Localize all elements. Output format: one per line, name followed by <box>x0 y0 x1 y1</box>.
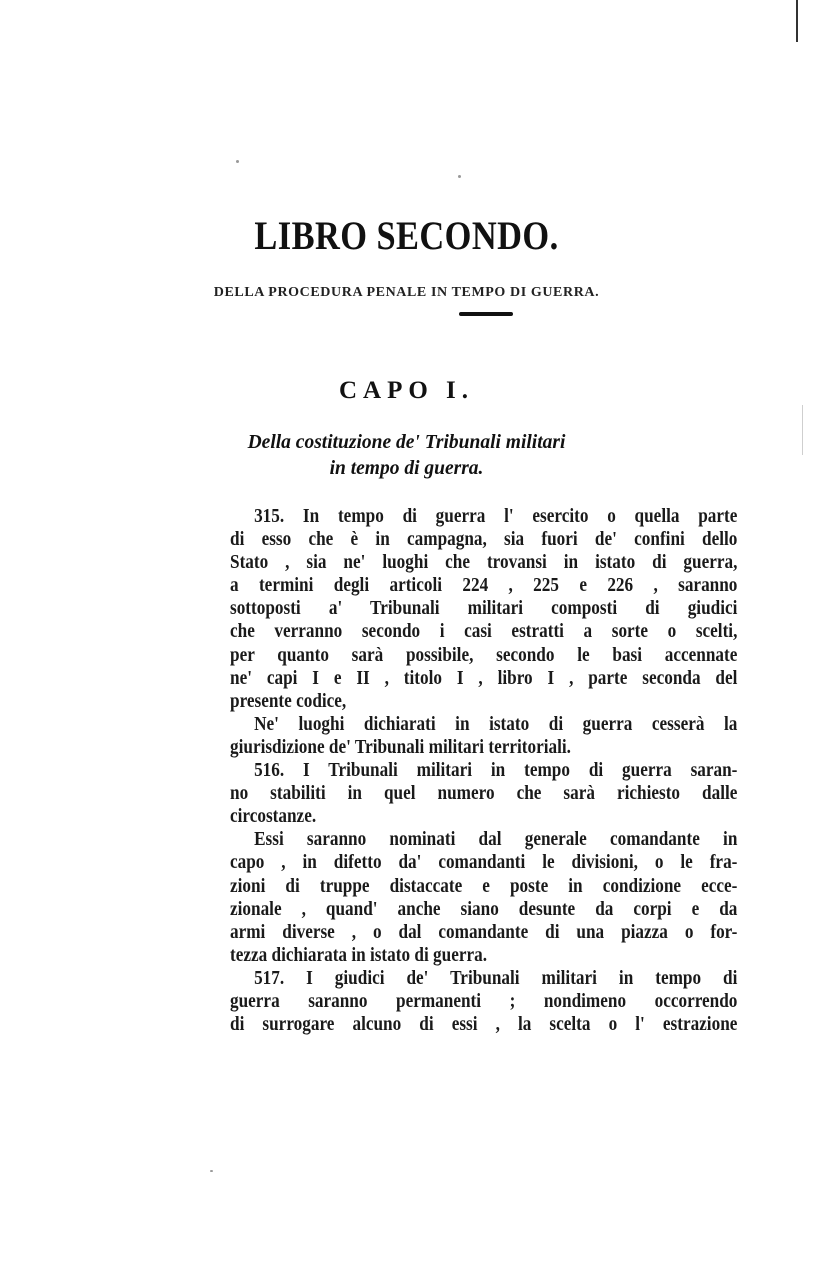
print-speck <box>236 160 239 163</box>
text-line: tezza dichiarata in istato di guerra. <box>230 943 488 966</box>
text-line: 516. I Tribunali militari in tempo di guerra saran- <box>254 759 738 782</box>
body-text <box>230 505 750 1036</box>
chapter-title-line: in tempo di guerra. <box>329 458 484 479</box>
text-line: ne' capi I e II , titolo I , libro I , parte seconda del <box>230 666 738 689</box>
text-line: 517. I giudici de' Tribunali militari in tempo di <box>254 966 738 989</box>
page-edge-line <box>796 0 798 42</box>
text-line: che verranno secondo i casi estratti a sorte o scelti, <box>230 620 738 643</box>
chapter-number: CAPO I. <box>338 377 475 404</box>
print-speck <box>210 1170 213 1172</box>
chapter-title-line: Della costituzione de' Tribunali militari <box>247 432 566 453</box>
chapter-title <box>0 430 813 482</box>
book-title: LIBRO SECONDO. <box>254 213 559 258</box>
text-line: di surrogare alcuno di essi , la scelta o l' estrazione <box>230 1013 738 1036</box>
print-speck <box>458 175 461 178</box>
text-line: a termini degli articoli 224 , 225 e 226 , saranno <box>230 574 738 597</box>
text-line: 315. In tempo di guerra l' esercito o quella parte <box>254 505 738 527</box>
text-line: per quanto sarà possibile, secondo le basi accennate <box>230 643 738 666</box>
text-line: armi diverse , o dal comandante di una piazza o for- <box>230 920 738 943</box>
text-line: giurisdizione de' Tribunali militari territoriali. <box>230 735 571 758</box>
text-line: zioni di truppe distaccate e poste in condizione ecce- <box>230 874 738 897</box>
text-line: Stato , sia ne' luoghi che trovansi in istato di guerra, <box>230 551 738 574</box>
text-line: sottoposti a' Tribunali militari composti di giudici <box>230 597 738 620</box>
text-line: circostanze. <box>230 805 317 828</box>
text-line: Essi saranno nominati dal generale comandante in <box>254 828 738 851</box>
section-divider <box>459 312 513 316</box>
text-line: Ne' luoghi dichiarati in istato di guerra cesserà la <box>254 712 738 735</box>
text-line: di esso che è in campagna, sia fuori de' confini dello <box>230 528 738 551</box>
text-line: capo , in difetto da' comandanti le divisioni, o le fra- <box>230 851 738 874</box>
text-line: no stabiliti in quel numero che sarà richiesto dalle <box>230 782 738 805</box>
text-line: zionale , quand' anche siano desunte da corpi e da <box>230 897 738 920</box>
text-line: guerra saranno permanenti ; nondimeno occorrendo <box>230 989 738 1012</box>
book-subtitle: DELLA PROCEDURA PENALE IN TEMPO DI GUERRA. <box>213 285 600 300</box>
text-line: presente codice, <box>230 689 347 712</box>
